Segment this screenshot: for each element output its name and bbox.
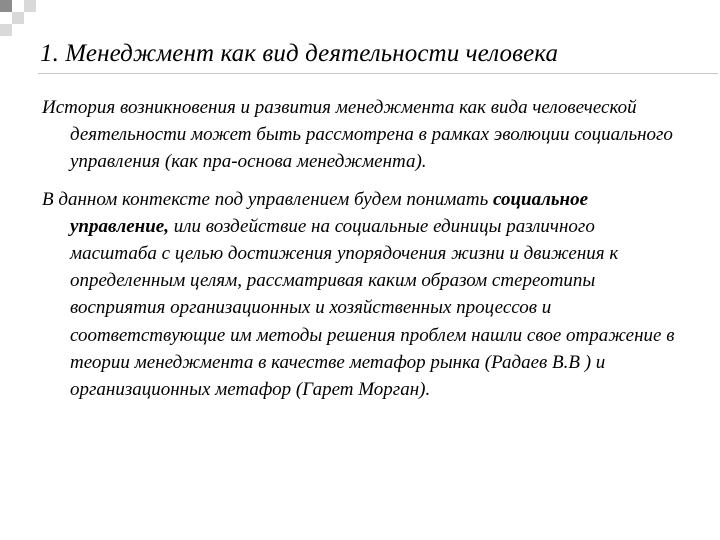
paragraph-context (42, 186, 682, 404)
paragraph-context-rest: или воздействие на социальные единицы различного масштаба с целью достижения упорядочения жизни и движения к определенным целям, рассматривая каким образом стереотипы восприятия организационных и хозяйственных процессов и соответствующие им методы решения проблем нашли свое отражение в теории менеджмента в качестве метафор рынка (Радаев В.В ) и организационных метафор (Гарет Морган). (70, 215, 675, 401)
slide-body (42, 94, 682, 403)
slide-title: 1. Менеджмент как вид деятельности человека (40, 40, 559, 67)
title-divider (38, 73, 718, 74)
term-social-management: социальное управление, (70, 188, 589, 237)
paragraph-context-intro: В данном контексте под управлением будем понимать (42, 188, 489, 210)
paragraph-history: История возникновения и развития менеджмента как вида человеческой деятельности может быть рассмотрена в рамках эволюции социального управления (как пра-основа менеджмента). (42, 97, 673, 173)
